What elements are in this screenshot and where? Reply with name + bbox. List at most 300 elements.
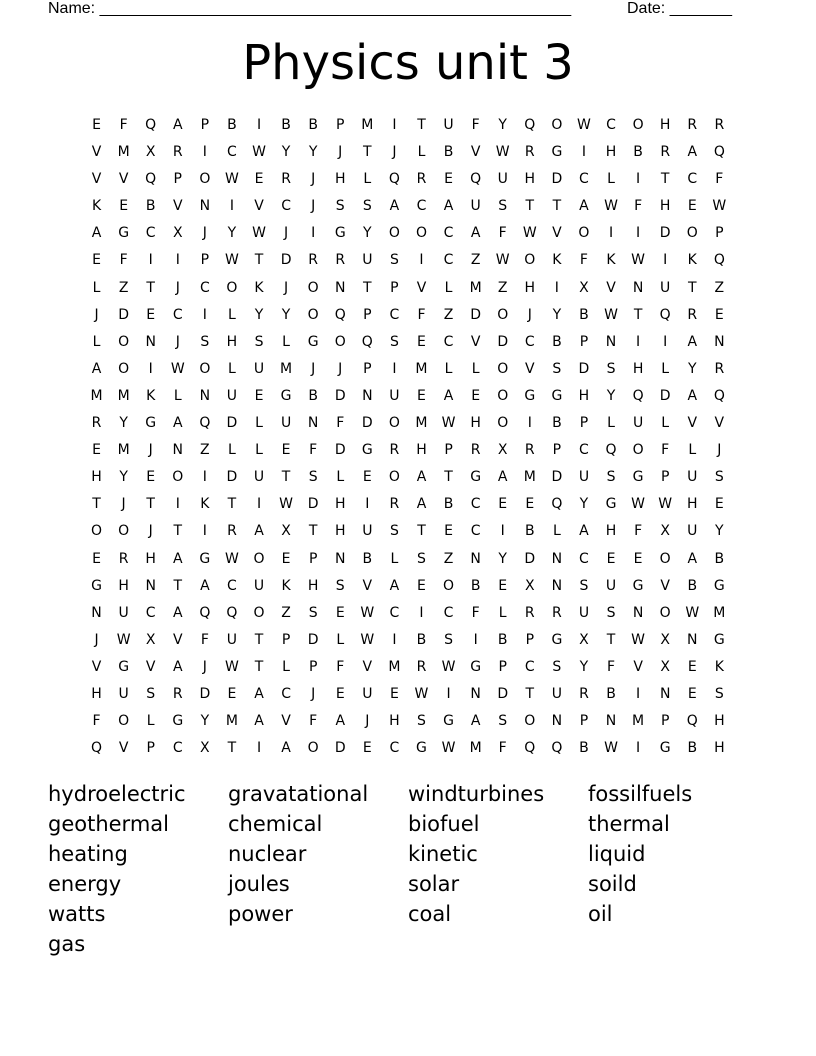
grid-cell[interactable]: I [636,171,641,188]
grid-cell[interactable]: R [227,523,237,540]
grid-cell[interactable]: X [660,658,670,675]
grid-cell[interactable]: B [443,496,454,513]
grid-cell[interactable]: T [254,631,264,648]
grid-cell[interactable]: D [578,360,590,377]
grid-cell[interactable]: O [443,577,455,594]
grid-cell[interactable]: B [308,387,318,404]
grid-cell[interactable]: N [362,387,373,404]
grid-cell[interactable]: I [202,144,207,161]
grid-cell[interactable]: C [524,333,535,350]
grid-cell[interactable]: H [416,442,427,459]
grid-cell[interactable]: I [311,225,316,242]
grid-cell[interactable]: V [470,333,481,350]
grid-cell[interactable]: Y [606,387,616,404]
grid-cell[interactable]: U [362,523,373,540]
grid-cell[interactable]: G [416,740,427,757]
grid-cell[interactable]: M [117,442,130,459]
grid-cell[interactable]: O [632,117,644,133]
grid-cell[interactable]: U [362,685,373,702]
grid-cell[interactable]: O [497,360,509,377]
grid-cell[interactable]: I [392,360,397,377]
grid-cell[interactable]: H [91,469,102,486]
grid-cell[interactable]: F [471,117,480,133]
grid-cell[interactable]: W [604,740,618,757]
grid-cell[interactable]: I [636,740,641,757]
grid-cell[interactable]: E [525,496,535,513]
grid-cell[interactable]: W [604,198,618,215]
grid-cell[interactable]: O [307,279,319,296]
grid-cell[interactable]: O [632,442,644,459]
grid-cell[interactable]: T [363,279,372,296]
grid-cell[interactable]: K [714,658,724,675]
grid-cell[interactable]: N [632,604,644,621]
grid-cell[interactable]: A [416,496,427,513]
grid-cell[interactable]: S [417,713,426,730]
grid-cell[interactable]: X [579,279,589,296]
grid-cell[interactable]: S [579,577,589,594]
grid-cell[interactable]: L [444,279,453,296]
grid-cell[interactable]: S [552,658,562,675]
grid-cell[interactable]: I [636,333,641,350]
grid-cell[interactable]: T [308,523,318,540]
grid-cell[interactable]: B [416,631,427,648]
grid-cell[interactable]: G [280,387,292,404]
grid-cell[interactable]: W [170,360,185,377]
grid-cell[interactable]: B [281,117,291,133]
grid-cell[interactable]: H [632,360,644,377]
grid-cell[interactable]: D [659,387,671,404]
grid-cell[interactable]: Y [498,550,507,567]
grid-cell[interactable]: D [497,685,509,702]
grid-cell[interactable]: V [660,577,670,594]
grid-cell[interactable]: P [579,415,589,432]
grid-cell[interactable]: N [199,387,211,404]
grid-cell[interactable]: E [92,252,101,269]
grid-cell[interactable]: D [497,333,509,350]
grid-cell[interactable]: B [552,415,562,432]
grid-cell[interactable]: L [255,415,263,432]
grid-cell[interactable]: M [117,387,130,404]
grid-cell[interactable]: U [470,198,481,215]
grid-cell[interactable]: Y [579,658,589,675]
grid-cell[interactable]: G [199,550,211,567]
grid-cell[interactable]: E [119,198,129,215]
grid-cell[interactable]: L [390,550,399,567]
grid-cell[interactable]: N [551,550,563,567]
grid-cell[interactable]: H [686,496,698,513]
grid-cell[interactable]: W [252,144,266,161]
grid-cell[interactable]: S [606,360,616,377]
grid-cell[interactable]: P [200,117,210,133]
grid-cell[interactable]: L [607,171,615,188]
grid-cell[interactable]: V [91,171,102,188]
grid-cell[interactable]: L [228,306,236,323]
grid-cell[interactable]: W [631,496,646,513]
grid-cell[interactable]: Y [552,306,562,323]
grid-cell[interactable]: U [253,360,265,377]
grid-cell[interactable]: I [365,496,370,513]
grid-cell[interactable]: C [606,117,616,133]
grid-cell[interactable]: I [202,523,207,540]
grid-cell[interactable]: L [255,442,263,459]
grid-cell[interactable]: E [281,550,291,567]
grid-cell[interactable]: J [527,306,532,323]
grid-cell[interactable]: Q [659,306,671,323]
grid-cell[interactable]: M [469,740,482,757]
grid-cell[interactable]: C [579,550,589,567]
grid-cell[interactable]: F [336,415,345,432]
grid-cell[interactable]: X [145,144,156,161]
grid-cell[interactable]: L [173,387,182,404]
grid-cell[interactable]: T [227,740,237,757]
grid-cell[interactable]: P [336,117,345,133]
grid-cell[interactable]: L [444,360,453,377]
grid-cell[interactable]: Q [551,740,563,757]
grid-cell[interactable]: Q [632,387,644,404]
grid-cell[interactable]: J [311,360,316,377]
grid-cell[interactable]: O [307,306,319,323]
grid-cell[interactable]: C [579,171,589,188]
grid-cell[interactable]: I [608,225,614,242]
grid-cell[interactable]: Y [119,469,128,486]
grid-cell[interactable]: J [392,144,397,161]
grid-cell[interactable]: X [579,631,589,648]
grid-cell[interactable]: L [688,442,697,459]
grid-cell[interactable]: E [687,658,697,675]
grid-cell[interactable]: Q [713,387,725,404]
grid-cell[interactable]: E [362,740,372,757]
grid-cell[interactable]: B [579,306,589,323]
grid-cell[interactable]: G [118,658,130,675]
grid-cell[interactable]: C [443,225,454,242]
grid-cell[interactable]: H [470,415,481,432]
grid-cell[interactable]: L [661,415,670,432]
grid-cell[interactable]: C [281,685,291,702]
grid-cell[interactable]: Q [686,713,698,730]
grid-cell[interactable]: N [145,333,156,350]
grid-cell[interactable]: A [254,523,264,540]
grid-cell[interactable]: R [389,442,400,459]
grid-cell[interactable]: L [417,144,426,161]
grid-cell[interactable]: G [551,631,563,648]
grid-cell[interactable]: J [311,198,316,215]
grid-cell[interactable]: O [91,523,103,540]
grid-cell[interactable]: P [363,306,372,323]
grid-cell[interactable]: A [416,469,427,486]
grid-cell[interactable]: V [606,279,616,296]
grid-cell[interactable]: X [524,577,535,594]
grid-cell[interactable]: S [389,333,399,350]
grid-cell[interactable]: B [362,550,373,567]
grid-cell[interactable]: O [253,550,265,567]
grid-cell[interactable]: E [281,442,291,459]
grid-cell[interactable]: N [91,604,102,621]
grid-cell[interactable]: B [524,523,535,540]
grid-cell[interactable]: O [388,225,400,242]
grid-cell[interactable]: S [417,550,426,567]
grid-cell[interactable]: M [469,279,482,296]
grid-cell[interactable]: O [497,415,509,432]
grid-cell[interactable]: B [308,117,318,133]
grid-cell[interactable]: D [551,171,563,188]
grid-cell[interactable]: V [118,171,129,188]
grid-cell[interactable]: Q [226,604,238,621]
grid-cell[interactable]: O [118,523,130,540]
grid-cell[interactable]: U [389,387,400,404]
grid-cell[interactable]: O [199,171,211,188]
grid-cell[interactable]: U [632,415,644,432]
grid-cell[interactable]: S [606,604,616,621]
grid-cell[interactable]: P [444,442,453,459]
grid-cell[interactable]: X [281,523,291,540]
grid-cell[interactable]: F [309,713,318,730]
grid-cell[interactable]: J [311,171,316,188]
grid-cell[interactable]: N [307,415,319,432]
grid-cell[interactable]: L [498,604,507,621]
grid-cell[interactable]: O [388,415,400,432]
grid-cell[interactable]: K [146,387,156,404]
grid-cell[interactable]: C [145,225,156,242]
grid-cell[interactable]: B [497,631,508,648]
grid-cell[interactable]: B [145,198,156,215]
grid-cell[interactable]: I [202,469,207,486]
grid-cell[interactable]: P [308,658,318,675]
grid-cell[interactable]: H [334,171,346,188]
grid-cell[interactable]: F [417,306,426,323]
grid-cell[interactable]: X [200,740,210,757]
grid-cell[interactable]: I [229,198,234,215]
grid-cell[interactable]: J [717,442,722,459]
grid-cell[interactable]: I [527,415,532,432]
grid-cell[interactable]: Y [308,144,318,161]
grid-cell[interactable]: U [578,604,590,621]
grid-cell[interactable]: Z [118,279,129,296]
grid-cell[interactable]: F [200,631,209,648]
grid-cell[interactable]: U [362,252,373,269]
grid-cell[interactable]: Y [281,306,291,323]
grid-cell[interactable]: O [415,225,427,242]
grid-cell[interactable]: Q [605,442,617,459]
grid-cell[interactable]: H [91,685,102,702]
grid-cell[interactable]: H [334,523,346,540]
grid-cell[interactable]: D [199,685,211,702]
grid-cell[interactable]: Y [363,225,372,242]
grid-cell[interactable]: X [660,631,670,648]
grid-cell[interactable]: N [335,279,346,296]
grid-cell[interactable]: S [362,198,372,215]
grid-cell[interactable]: A [687,387,698,404]
grid-cell[interactable]: Q [713,144,725,161]
grid-cell[interactable]: L [336,469,345,486]
grid-cell[interactable]: O [497,387,509,404]
grid-cell[interactable]: G [470,658,482,675]
grid-cell[interactable]: G [605,496,617,513]
grid-cell[interactable]: R [118,550,129,567]
grid-cell[interactable]: W [414,685,429,702]
grid-cell[interactable]: C [227,144,237,161]
grid-cell[interactable]: R [552,604,562,621]
grid-cell[interactable]: Z [714,279,725,296]
grid-cell[interactable]: Q [91,740,103,757]
grid-cell[interactable]: W [360,631,375,648]
grid-cell[interactable]: R [714,360,725,377]
grid-cell[interactable]: Q [334,306,346,323]
grid-cell[interactable]: E [254,387,264,404]
grid-cell[interactable]: Q [524,117,536,133]
grid-cell[interactable]: V [714,415,725,432]
grid-cell[interactable]: S [308,604,318,621]
grid-cell[interactable]: V [362,577,373,594]
grid-cell[interactable]: F [498,740,507,757]
grid-cell[interactable]: N [199,198,211,215]
grid-cell[interactable]: D [524,550,536,567]
grid-cell[interactable]: Y [119,415,128,432]
grid-cell[interactable]: R [335,252,346,269]
grid-cell[interactable]: E [254,171,264,188]
grid-cell[interactable]: S [714,469,724,486]
grid-cell[interactable]: K [281,577,291,594]
grid-cell[interactable]: E [417,333,426,350]
grid-cell[interactable]: V [254,198,264,215]
grid-cell[interactable]: G [632,469,644,486]
grid-cell[interactable]: S [444,631,453,648]
grid-cell[interactable]: C [172,306,183,323]
grid-cell[interactable]: P [579,333,589,350]
grid-cell[interactable]: P [660,713,670,730]
grid-cell[interactable]: P [498,658,507,675]
grid-cell[interactable]: O [118,360,130,377]
grid-cell[interactable]: Z [443,550,454,567]
grid-cell[interactable]: V [633,658,643,675]
grid-cell[interactable]: T [687,279,697,296]
grid-cell[interactable]: S [552,360,562,377]
grid-cell[interactable]: Z [443,306,454,323]
grid-cell[interactable]: I [256,496,262,513]
grid-cell[interactable]: J [148,523,153,540]
grid-cell[interactable]: S [335,577,345,594]
grid-cell[interactable]: G [172,713,184,730]
grid-cell[interactable]: H [714,713,725,730]
grid-cell[interactable]: D [361,415,373,432]
grid-cell[interactable]: E [92,117,101,133]
grid-cell[interactable]: A [172,117,183,133]
grid-cell[interactable]: W [631,252,646,269]
grid-cell[interactable]: P [281,631,291,648]
grid-cell[interactable]: M [523,469,536,486]
grid-cell[interactable]: A [91,360,102,377]
grid-cell[interactable]: I [392,631,397,648]
grid-cell[interactable]: T [281,469,291,486]
grid-cell[interactable]: T [525,198,535,215]
grid-cell[interactable]: R [579,685,589,702]
grid-cell[interactable]: D [118,306,129,323]
grid-cell[interactable]: G [524,387,536,404]
grid-cell[interactable]: J [338,144,343,161]
grid-cell[interactable]: E [444,523,453,540]
grid-cell[interactable]: T [173,577,183,594]
grid-cell[interactable]: I [554,279,559,296]
grid-cell[interactable]: W [279,496,293,513]
grid-cell[interactable]: R [172,144,183,161]
grid-cell[interactable]: V [687,415,698,432]
grid-cell[interactable]: U [660,279,671,296]
grid-cell[interactable]: W [658,496,673,513]
grid-cell[interactable]: W [360,604,375,621]
grid-cell[interactable]: I [175,496,180,513]
grid-cell[interactable]: E [633,550,643,567]
grid-cell[interactable]: K [200,496,210,513]
grid-cell[interactable]: P [525,631,535,648]
grid-cell[interactable]: F [336,658,345,675]
grid-cell[interactable]: G [443,713,454,730]
grid-cell[interactable]: W [441,415,456,432]
grid-cell[interactable]: D [334,387,346,404]
grid-cell[interactable]: D [659,225,671,242]
grid-cell[interactable]: N [659,685,671,702]
grid-cell[interactable]: Q [145,171,157,188]
grid-cell[interactable]: T [92,496,101,513]
grid-cell[interactable]: L [228,360,236,377]
grid-cell[interactable]: F [92,713,101,730]
grid-cell[interactable]: Y [200,713,210,730]
grid-cell[interactable]: J [284,225,289,242]
grid-cell[interactable]: F [634,523,643,540]
grid-cell[interactable]: W [522,225,537,242]
grid-cell[interactable]: Y [281,144,291,161]
grid-cell[interactable]: E [498,577,508,594]
grid-cell[interactable]: N [335,550,346,567]
grid-cell[interactable]: S [146,685,156,702]
grid-cell[interactable]: L [607,415,615,432]
grid-cell[interactable]: P [200,252,210,269]
grid-cell[interactable]: H [605,523,617,540]
grid-cell[interactable]: S [254,333,264,350]
grid-cell[interactable]: L [336,631,345,648]
grid-cell[interactable]: G [470,469,482,486]
grid-cell[interactable]: P [146,740,155,757]
grid-cell[interactable]: Q [199,604,211,621]
grid-cell[interactable]: F [119,117,128,133]
grid-cell[interactable]: Y [715,523,724,540]
grid-cell[interactable]: O [524,713,536,730]
grid-cell[interactable]: P [390,279,399,296]
grid-cell[interactable]: E [417,577,426,594]
grid-cell[interactable]: Q [470,171,482,188]
grid-cell[interactable]: C [470,523,481,540]
grid-cell[interactable]: U [280,415,292,432]
grid-cell[interactable]: C [172,740,183,757]
grid-cell[interactable]: A [281,740,291,757]
grid-cell[interactable]: R [308,252,319,269]
grid-cell[interactable]: V [118,740,129,757]
grid-cell[interactable]: Q [199,415,211,432]
grid-cell[interactable]: E [335,604,345,621]
grid-cell[interactable]: K [687,252,697,269]
grid-cell[interactable]: P [579,713,589,730]
grid-cell[interactable]: M [225,713,238,730]
grid-cell[interactable]: E [92,550,101,567]
grid-cell[interactable]: I [175,252,180,269]
grid-cell[interactable]: R [281,171,291,188]
grid-cell[interactable]: B [552,333,562,350]
grid-cell[interactable]: J [284,279,289,296]
grid-cell[interactable]: U [605,577,617,594]
grid-cell[interactable]: V [416,279,427,296]
grid-cell[interactable]: F [661,442,670,459]
grid-cell[interactable]: B [606,685,616,702]
grid-cell[interactable]: E [389,685,399,702]
grid-cell[interactable]: N [145,577,156,594]
